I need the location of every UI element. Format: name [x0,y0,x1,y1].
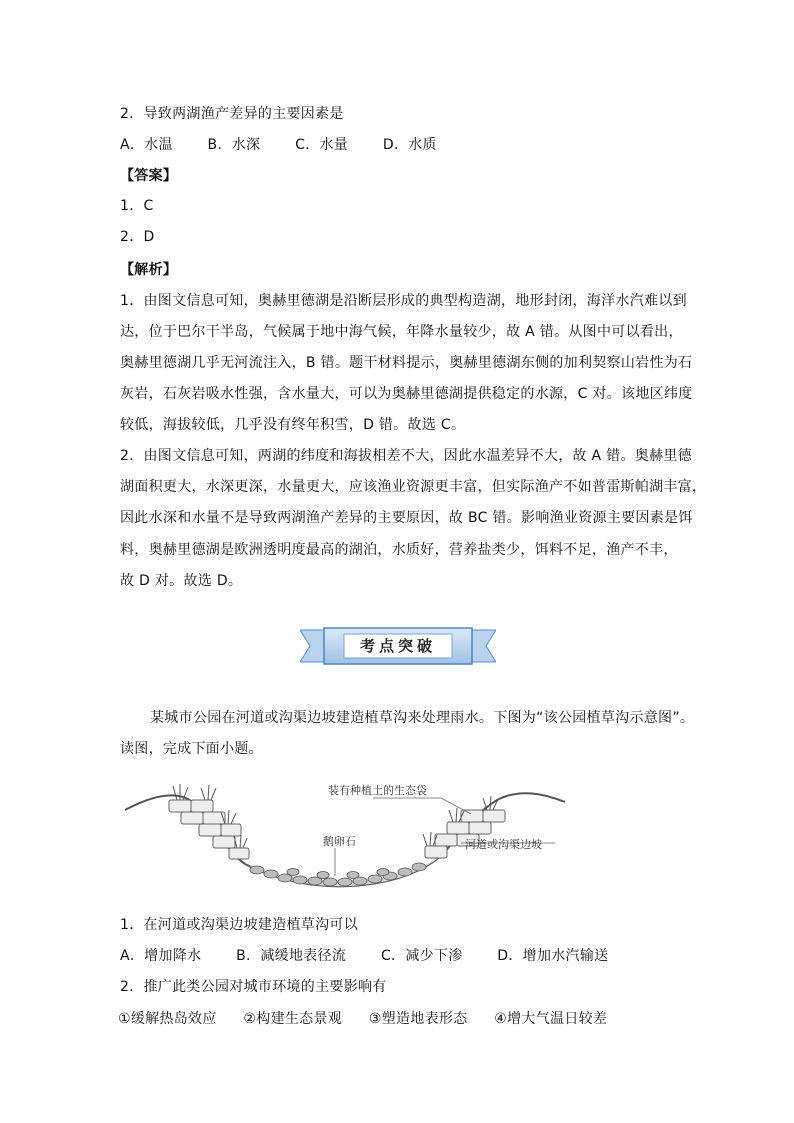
statement-3: ③塑造地表形态 [368,1011,468,1027]
option-d: D．水质 [382,137,437,153]
next-question-1-text: 1．在河道或沟渠边坡建造植草沟可以 [120,917,359,933]
analysis-line: 料，奥赫里德湖是欧洲透明度最高的湖泊，水质好，营养盐类少，饵料不足，渔产不丰， [120,542,678,558]
banner-label: 考点突破 [359,637,436,655]
analysis-line: 奥赫里德湖几乎无河流注入，B 错。题干材料提示，奥赫里德湖东侧的加利契察山岩性为石 [120,355,693,371]
statement-2: ②构建生态景观 [243,1011,343,1027]
passage-line: 某城市公园在河道或沟渠边坡建造植草沟来处理雨水。下图为“该公园植草沟示意图”。 [150,710,695,726]
option-c: C．减少下渗 [380,948,463,964]
answer-line: 2．D [120,229,155,245]
analysis-line: 故 D 对。故选 D。 [120,573,243,589]
answer-line: 1．C [120,198,154,214]
next-question-1-options [120,946,638,966]
answer-heading: 【答案】 [120,168,178,184]
passage-line: 读图，完成下面小题。 [120,741,263,757]
option-d: D．增加水汽输送 [497,948,609,964]
section-banner [300,626,496,666]
next-question-2-options [118,1009,607,1029]
option-a: A．水温 [120,137,173,153]
option-b: B．水深 [207,137,261,153]
swale-diagram [125,780,565,898]
analysis-line: 湖面积更大，水深更深，水量更大，应该渔业资源更丰富，但实际渔产不如普雷斯帕湖丰富， [120,479,707,495]
next-question-2-text: 2．推广此类公园对城市环境的主要影响有 [120,979,387,995]
analysis-heading: 【解析】 [120,262,178,278]
option-c: C．水量 [295,137,349,153]
statement-1: ①缓解热岛效应 [118,1011,217,1027]
analysis-line: 较低，海拔较低，几乎没有终年积雪，D 错。故选 C。 [120,417,466,433]
analysis-line: 灰岩，石灰岩吸水性强，含水量大，可以为奥赫里德湖提供稳定的水源，C 对。该地区纬度 [120,386,693,402]
label-pebbles: 鹅卵石 [323,835,356,848]
analysis-line: 因此水深和水量不是导致两湖渔产差异的主要原因，故 BC 错。影响渔业资源主要因素是饵 [120,510,693,526]
option-b: B．减缓地表径流 [236,948,347,964]
label-slope: 河道或沟渠边坡 [465,838,542,851]
question-2-options [120,135,467,155]
analysis-line: 达，位于巴尔干半岛，气候属于地中海气候，年降水量较少，故 A 错。从图中可以看出， [120,324,683,340]
label-eco-bag: 装有种植土的生态袋 [328,784,427,797]
analysis-line: 1．由图文信息可知，奥赫里德湖是沿断层形成的典型构造湖，地形封闭，海洋水汽难以到 [120,293,687,309]
option-a: A．增加降水 [120,948,202,964]
question-2-text: 2．导致两湖渔产差异的主要因素是 [120,106,344,122]
analysis-line: 2．由图文信息可知，两湖的纬度和海拔相差不大，因此水温差异不大，故 A 错。奥赫里德 [120,448,692,464]
statement-4: ④增大气温日较差 [494,1011,608,1027]
